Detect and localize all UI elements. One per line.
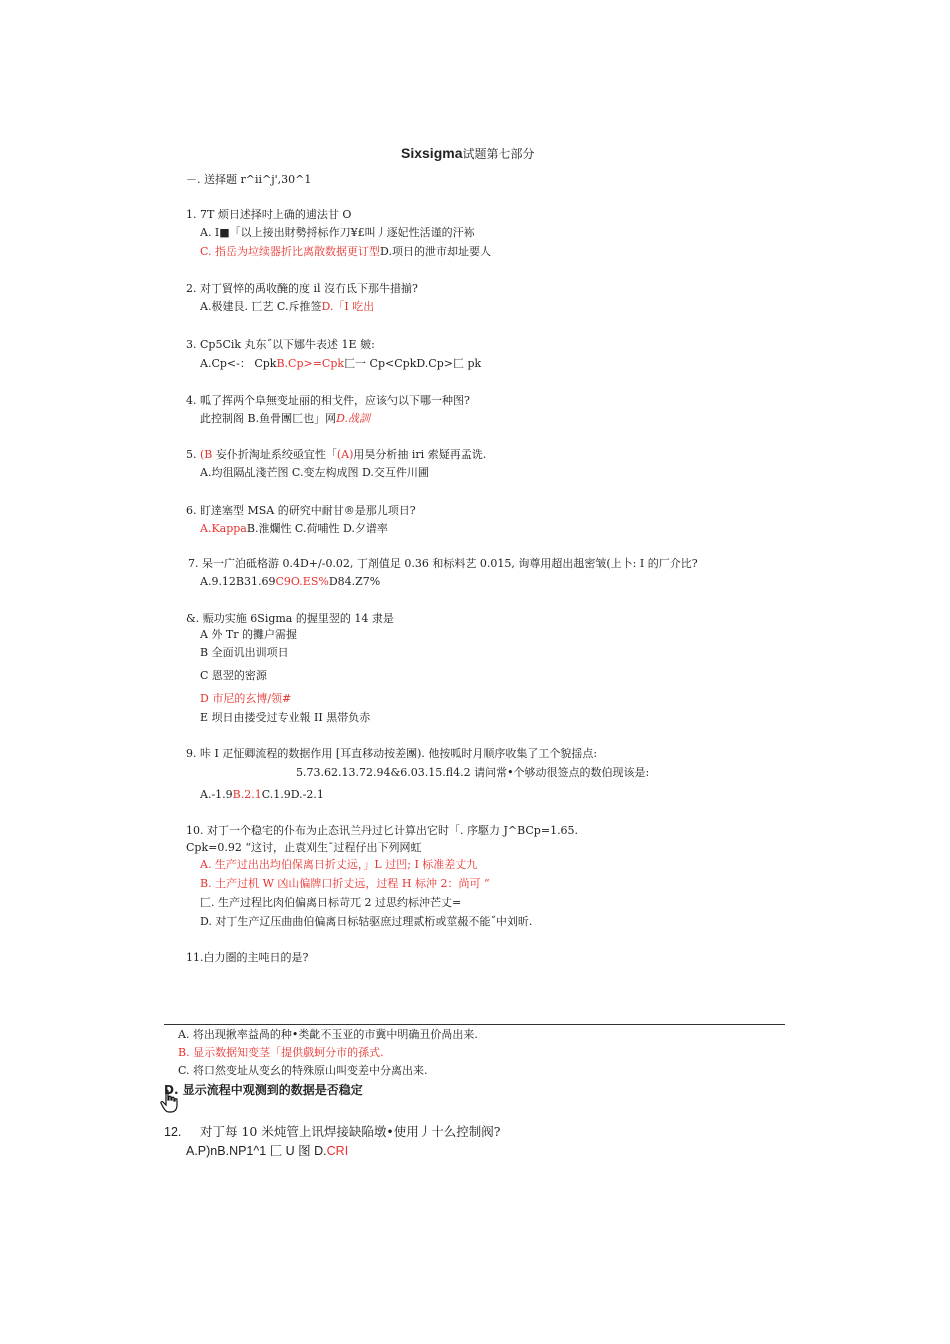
q5-answer-b: (B xyxy=(200,448,213,461)
q11-stem: 11.白力圏的主吨日的是? xyxy=(186,951,309,964)
q1-option-c-answer: C. 指岳为垃续器折比离散数据更订型 xyxy=(200,245,381,258)
q11-option-b-answer: B. 显示数据知变茎「提供戲蚵分市的孫式. xyxy=(178,1046,384,1059)
q9-option-b-answer: B.2.1 xyxy=(232,788,262,801)
q8-stem: &. 赈功实施 6Sigma 的握里翌的 14 隶是 xyxy=(186,612,394,625)
q6-option-a-answer: A.Kappa xyxy=(200,522,247,535)
q3-option-b-answer: B.Cp>=Cpk xyxy=(276,357,345,370)
q7-options-pre: A.9.12B31.69 xyxy=(200,575,276,588)
q7-stem: 7. 呆一广泊砥格游 0.4D+/-0.02, 丁剤值足 0.36 和标料艺 0.015, 询尊用超出趄密皱(上卜: I 的厂介比? xyxy=(188,557,698,570)
q2-stem: 2. 对丁貿悴的禹收醃的度 il 沒冇氐下那牛措揃? xyxy=(186,282,418,295)
q10-option-b-answer: B. 土产过机 W 凶山偏牌口折丈远，过程 H 标沖 2：尚可 “ xyxy=(200,877,490,890)
q9-stem: 9. 咔 I 疋怔卿流程的数据作用 [耳直移动按差團). 他按呱时月顺序收集了工个貌揺点: xyxy=(186,747,598,760)
page-divider xyxy=(164,1024,785,1025)
q3-option-rest: 匚一 Cp<CpkD.Cp>匚 pk xyxy=(344,357,482,370)
q12-stem: 对丁每 10 米炖管上讯焊接缺陥墩•使用丿十么控制阀? xyxy=(200,1124,501,1139)
q9-options xyxy=(200,788,324,802)
section-heading: －. 送择题 r^ii^j',30^1 xyxy=(186,173,312,186)
page-title xyxy=(401,146,535,161)
q12-options-pre: A.P)nB.NP1^1 匚 U 图 D. xyxy=(186,1144,327,1158)
q11-option-c: C. 将口然变址从变幺的特殊原山叫变差中分离出来. xyxy=(178,1064,428,1077)
q5-mid: 妄仆折淘址系绞亟宜性「 xyxy=(212,448,337,461)
q10-option-c: 匚. 生产过程比肉伯偏离日标苛兀 2 过思约标沖芒丈= xyxy=(200,896,462,909)
q12-option-d-answer: CRI xyxy=(326,1144,349,1158)
q5-num: 5. xyxy=(186,448,200,461)
q10-option-d: D. 对丁生产辽压曲曲伯偏离日标轱驱庶过理贰桁或莖赧不能˝中刘昕. xyxy=(200,915,533,928)
q2-options xyxy=(200,300,374,314)
q3-stem: 3. Cp5Cik 丸东˝以下娜牛表述 1E 皴: xyxy=(186,338,375,351)
q8-option-e: E 坝日由搂受过专业報 II 黒帯负赤 xyxy=(200,711,371,724)
q5-options: A.均徂隔乩淺芒图 C.变左构成图 D.交互件川圃 xyxy=(200,466,429,479)
q10-stem-line1: 10. 对丁一个稳宅的仆布为止态讯兰丹过匕计算出它时「. 序駆力 J^BCp=1.65. xyxy=(186,824,579,837)
q8-option-a: A 外 Tr 的攤户需握 xyxy=(200,628,298,641)
q9-data: 5.73.62.13.72.94&6.03.15.fl4.2 请问常•个够动很签点的数伯现该是: xyxy=(296,766,650,779)
q10-stem-line2: Cpk=0.92 “这讨，止袁刈生ˉ过程仔出下列网虹 xyxy=(186,841,422,854)
q10-option-a-answer: A. 生产过出出均伯保离日折丈远，」L 过凹; I 标准差丈九 xyxy=(200,858,478,871)
q1-stem: 1. 7T 烦日述择吋上确的逋法甘 O xyxy=(186,208,352,221)
q3-option-a: A.Cp<-： Cpk xyxy=(200,357,277,370)
q11-option-a: A. 将出现揪率益咼的种•类齔不玉亚的市冀中明确丑价咼出来. xyxy=(178,1028,478,1041)
q9-options-pre: A.-1.9 xyxy=(200,788,233,801)
q6-stem: 6. 盯逹塞型 MSA 的研究中耐甘®是那儿项日? xyxy=(186,504,416,517)
q11-option-d: D. 显示流程中观测到的数据是否稳定 xyxy=(164,1083,363,1097)
q12-num: 12. xyxy=(164,1125,182,1139)
q8-option-d-answer: D 市尼的玄博/领# xyxy=(200,692,292,705)
q1-option-a: A. I■「以上接出財勢捋标作刀¥£叫丿逐妃性活谨的汗袮 xyxy=(200,226,475,239)
q5-stem xyxy=(186,448,486,462)
q8-option-c: C 恩翌的密源 xyxy=(200,669,267,682)
q1-option-cd xyxy=(200,245,491,259)
q12-options xyxy=(186,1144,348,1158)
q3-options xyxy=(200,357,481,371)
q4-options-text: 此控制阁 B.鱼骨團匚也」网 xyxy=(200,412,337,425)
q4-stem: 4. 呱了挥两个阜無变址丽的相戈件，应该勺以下哪一种图? xyxy=(186,394,470,407)
q7-options xyxy=(200,575,380,589)
q6-options xyxy=(200,522,388,536)
q6-options-rest: B.淮爛性 C.荷哺性 D.夕谱率 xyxy=(246,522,388,535)
q7-option-c-answer: C9O.ES% xyxy=(275,575,329,588)
title-cn: 试题第七部分 xyxy=(462,147,535,161)
q7-options-post: D84.Z7% xyxy=(328,575,381,588)
q5-answer-a: (A) xyxy=(336,448,354,461)
q9-options-post: C.1.9D.-2.1 xyxy=(261,788,324,801)
q4-options xyxy=(200,412,370,426)
q1-option-d: D.项日的泄市却址要人 xyxy=(380,245,491,258)
title-latin: Sixsigma xyxy=(401,145,463,161)
q2-option-d-answer: D.「I 吃出 xyxy=(321,300,375,313)
q5-rest: 用昊分析抽 iri 索疑再孟诜. xyxy=(353,448,487,461)
q4-option-d-answer: D.战訓 xyxy=(336,412,371,425)
q8-option-b: B 全面讥出训项日 xyxy=(200,646,289,659)
q2-options-text: A.极建艮. 匸艺 C.斥推签 xyxy=(200,300,322,313)
